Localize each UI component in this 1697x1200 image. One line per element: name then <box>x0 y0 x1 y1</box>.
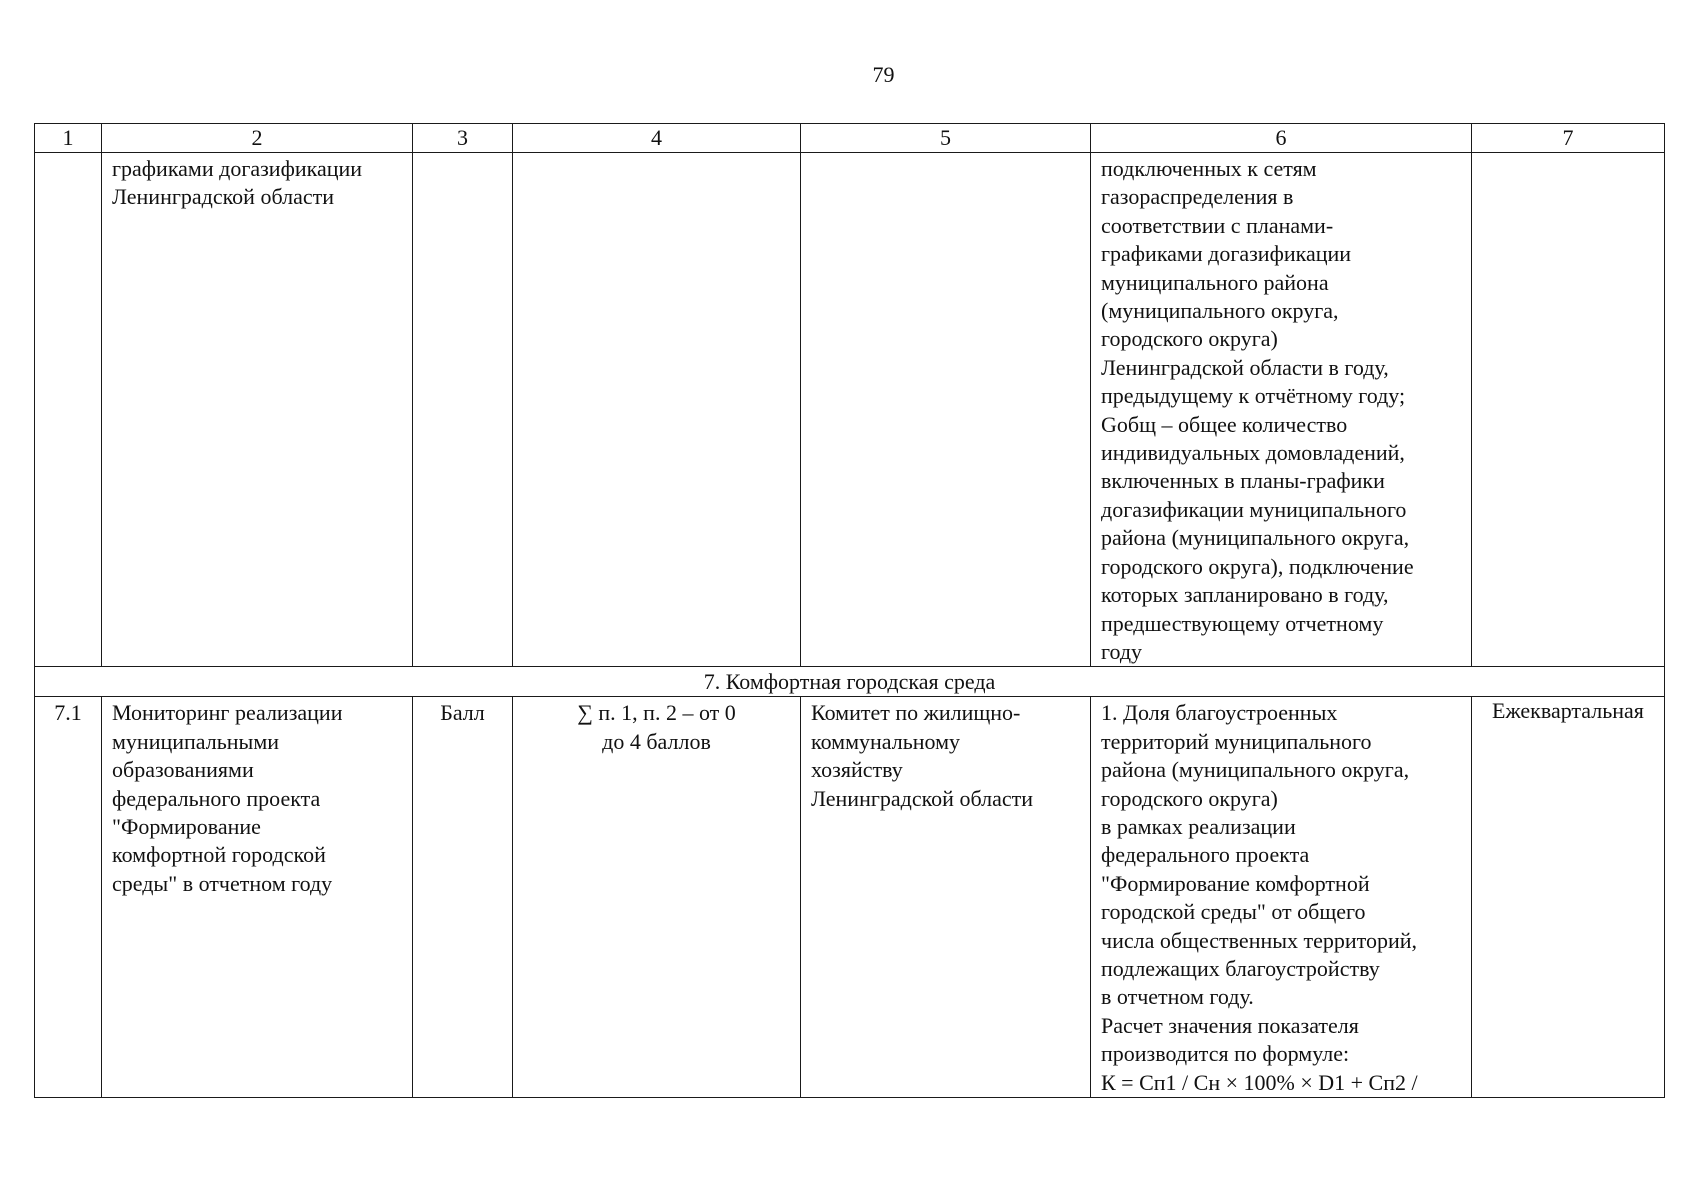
cont-col-6-calculation: подключенных к сетям газораспределения в соответствии с планами- графиками догазификации муниципального района (муниципального округа, городского округа) Ленинградской области в году, предыдущему к отчётному году; Gобщ – общее количество индивидуальных домовладений, включенных в планы-графики догазификации муниципального района (муниципального округа, городского округа), подключение которых запланировано в году, предшествующему отчетному году <box>1091 153 1472 667</box>
cont-col-7 <box>1472 153 1665 667</box>
column-number-row <box>35 124 1665 153</box>
section-row <box>35 667 1665 697</box>
cont-col-2-indicator-name: графиками догазификации Ленинградской области <box>102 153 413 667</box>
column-number-4: 4 <box>513 124 801 153</box>
cont-col-1 <box>35 153 102 667</box>
responsible-body: Комитет по жилищно- коммунальному хозяйству Ленинградской области <box>801 697 1091 1098</box>
column-number-1: 1 <box>35 124 102 153</box>
column-number-2: 2 <box>102 124 413 153</box>
score-formula: ∑ п. 1, п. 2 – от 0 до 4 баллов <box>513 697 801 1098</box>
unit-of-measure: Балл <box>413 697 513 1098</box>
cont-col-4 <box>513 153 801 667</box>
column-number-5: 5 <box>801 124 1091 153</box>
section-title: 7. Комфортная городская среда <box>35 667 1665 697</box>
continuation-row <box>35 153 1665 667</box>
row-number: 7.1 <box>35 697 102 1098</box>
periodicity: Ежеквартальная <box>1472 697 1665 1098</box>
page-number: 79 <box>872 62 895 87</box>
indicator-table <box>34 123 1665 1098</box>
column-number-7: 7 <box>1472 124 1665 153</box>
column-number-6: 6 <box>1091 124 1472 153</box>
indicator-name: Мониторинг реализации муниципальными образованиями федерального проекта "Формирование комфортной городской среды" в отчетном году <box>102 697 413 1098</box>
cont-col-5 <box>801 153 1091 667</box>
column-number-3: 3 <box>413 124 513 153</box>
calculation-method: 1. Доля благоустроенных территорий муниципального района (муниципального округа, городского округа) в рамках реализации федерального проекта "Формирование комфортной городской среды" от общего числа общественных территорий, подлежащих благоустройству в отчетном году. Расчет значения показателя производится по формуле: К = Сп1 / Сн × 100% × D1 + Сп2 / <box>1091 697 1472 1098</box>
cont-col-3 <box>413 153 513 667</box>
table-row-7-1 <box>35 697 1665 1098</box>
